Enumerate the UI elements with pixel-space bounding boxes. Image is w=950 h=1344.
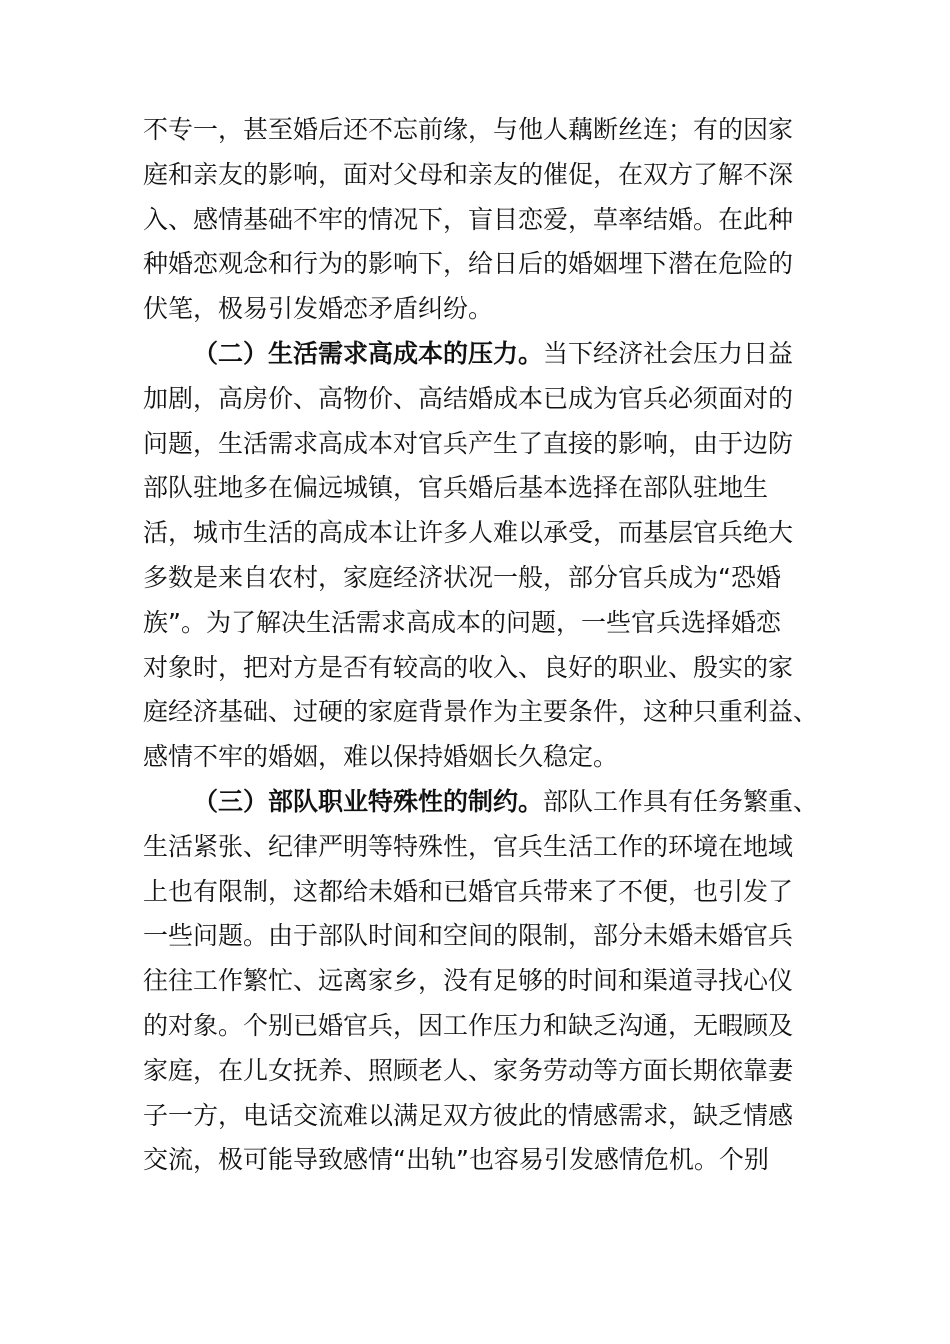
paragraph-line: 一些问题。由于部队时间和空间的限制，部分未婚未婚官兵 — [143, 921, 794, 951]
paragraph-text: 部队工作具有任务繁重、 — [543, 786, 819, 816]
paragraph-line: 家庭，在儿女抚养、照顾老人、家务劳动等方面长期依靠妻 — [143, 1055, 794, 1085]
paragraph-line: 的对象。个别已婚官兵，因工作压力和缺乏沟通，无暇顾及 — [143, 1010, 794, 1040]
paragraph-line: 上也有限制，这都给未婚和已婚官兵带来了不便，也引发了 — [143, 876, 794, 906]
document-body — [143, 108, 843, 1183]
paragraph-line: 多数是来自农村，家庭经济状况一般，部分官兵成为“恐婚 — [143, 562, 781, 592]
paragraph-line: 伏笔，极易引发婚恋矛盾纠纷。 — [143, 294, 494, 324]
paragraph-line: 庭和亲友的影响，面对父母和亲友的催促，在双方了解不深 — [143, 159, 794, 189]
paragraph-line: 问题，生活需求高成本对官兵产生了直接的影响，由于边防 — [143, 428, 794, 458]
paragraph-line: 对象时，把对方是否有较高的收入、良好的职业、殷实的家 — [143, 652, 794, 682]
paragraph-line: 加剧，高房价、高物价、高结婚成本已成为官兵必须面对的 — [143, 383, 794, 413]
paragraph-line: 感情不牢的婚姻，难以保持婚姻长久稳定。 — [143, 742, 619, 772]
paragraph-line: 活，城市生活的高成本让许多人难以承受，而基层官兵绝大 — [143, 518, 794, 548]
paragraph-line: 交流，极可能导致感情“出轨”也容易引发感情危机。个别 — [143, 1145, 769, 1175]
paragraph-line: 往往工作繁忙、远离家乡，没有足够的时间和渠道寻找心仪 — [143, 966, 794, 996]
paragraph-line: 庭经济基础、过硬的家庭背景作为主要条件，这种只重利益、 — [143, 697, 819, 727]
paragraph-first-line — [143, 332, 843, 377]
paragraph-line: 生活紧张、纪律严明等特殊性，官兵生活工作的环境在地域 — [143, 831, 794, 861]
paragraph-first-line — [143, 780, 843, 825]
paragraph-line: 部队驻地多在偏远城镇，官兵婚后基本选择在部队驻地生 — [143, 473, 769, 503]
paragraph-line: 子一方，电话交流难以满足双方彼此的情感需求，缺乏情感 — [143, 1100, 794, 1130]
paragraph-line: 种婚恋观念和行为的影响下，给日后的婚姻埋下潜在危险的 — [143, 249, 794, 279]
paragraph-text: 当下经济社会压力日益 — [543, 338, 794, 368]
paragraph-line: 不专一，甚至婚后还不忘前缘，与他人藕断丝连；有的因家 — [143, 115, 794, 144]
paragraph-line: 入、感情基础不牢的情况下，盲目恋爱，草率结婚。在此种 — [143, 204, 794, 234]
section-heading: （二）生活需求高成本的压力。 — [193, 338, 544, 368]
paragraph-line: 族”。为了解决生活需求高成本的问题，一些官兵选择婚恋 — [143, 607, 781, 637]
section-heading: （三）部队职业特殊性的制约。 — [193, 786, 544, 816]
